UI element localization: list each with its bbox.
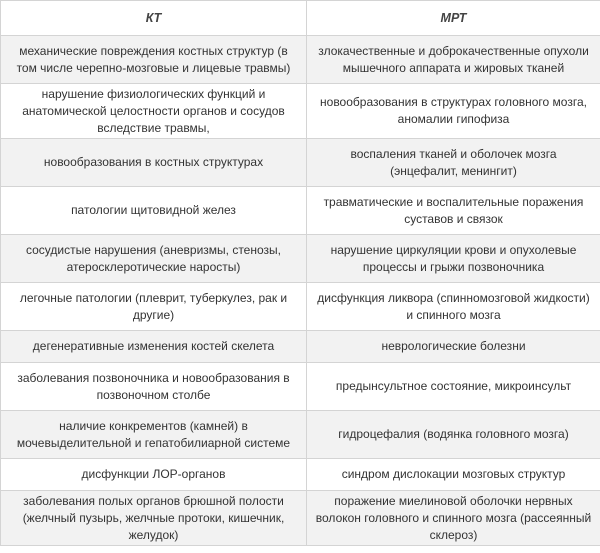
table-row <box>1 491 600 546</box>
column-header-mri: МРТ <box>307 1 600 36</box>
table-cell-ct: дегенеративные изменения костей скелета <box>1 331 307 363</box>
header-row <box>1 1 600 36</box>
table-cell-mri: дисфункция ликвора (спинномозговой жидкости) и спинного мозга <box>307 283 600 331</box>
table-cell-mri: нарушение циркуляции крови и опухолевые процессы и грыжи позвоночника <box>307 235 600 283</box>
table-cell-ct: наличие конкрементов (камней) в мочевыделительной и гепатобилиарной системе <box>1 411 307 459</box>
table-cell-ct: новообразования в костных структурах <box>1 139 307 187</box>
table-row <box>1 363 600 411</box>
table-cell-mri: новообразования в структурах головного мозга, аномалии гипофиза <box>307 84 600 139</box>
table-cell-mri: предынсультное состояние, микроинсульт <box>307 363 600 411</box>
table-row <box>1 283 600 331</box>
table-row <box>1 139 600 187</box>
table-row <box>1 36 600 84</box>
table-cell-mri: синдром дислокации мозговых структур <box>307 459 600 491</box>
column-header-ct: КТ <box>1 1 307 36</box>
table-row <box>1 84 600 139</box>
table-cell-mri: воспаления тканей и оболочек мозга (энцефалит, менингит) <box>307 139 600 187</box>
table-row <box>1 235 600 283</box>
table-cell-ct: нарушение физиологических функций и анатомической целостности органов и сосудов вследствие травмы, <box>1 84 307 139</box>
table-cell-mri: гидроцефалия (водянка головного мозга) <box>307 411 600 459</box>
table-cell-mri: поражение миелиновой оболочки нервных волокон головного и спинного мозга (рассеянный склероз) <box>307 491 600 546</box>
table-cell-ct: патологии щитовидной желез <box>1 187 307 235</box>
table-cell-ct: легочные патологии (плеврит, туберкулез, рак и другие) <box>1 283 307 331</box>
table-cell-mri: неврологические болезни <box>307 331 600 363</box>
table-cell-ct: сосудистые нарушения (аневризмы, стенозы, атеросклеротические наросты) <box>1 235 307 283</box>
table-cell-ct: заболевания позвоночника и новообразования в позвоночном столбе <box>1 363 307 411</box>
table-row <box>1 411 600 459</box>
table-cell-ct: механические повреждения костных структур (в том числе черепно-мозговые и лицевые травмы) <box>1 36 307 84</box>
table-row <box>1 187 600 235</box>
table-cell-ct: дисфункции ЛОР-органов <box>1 459 307 491</box>
table-cell-mri: злокачественные и доброкачественные опухоли мышечного аппарата и жировых тканей <box>307 36 600 84</box>
table-cell-ct: заболевания полых органов брюшной полости (желчный пузырь, желчные протоки, кишечник, желудок) <box>1 491 307 546</box>
table-row <box>1 459 600 491</box>
table-row <box>1 331 600 363</box>
table-cell-mri: травматические и воспалительные поражения суставов и связок <box>307 187 600 235</box>
